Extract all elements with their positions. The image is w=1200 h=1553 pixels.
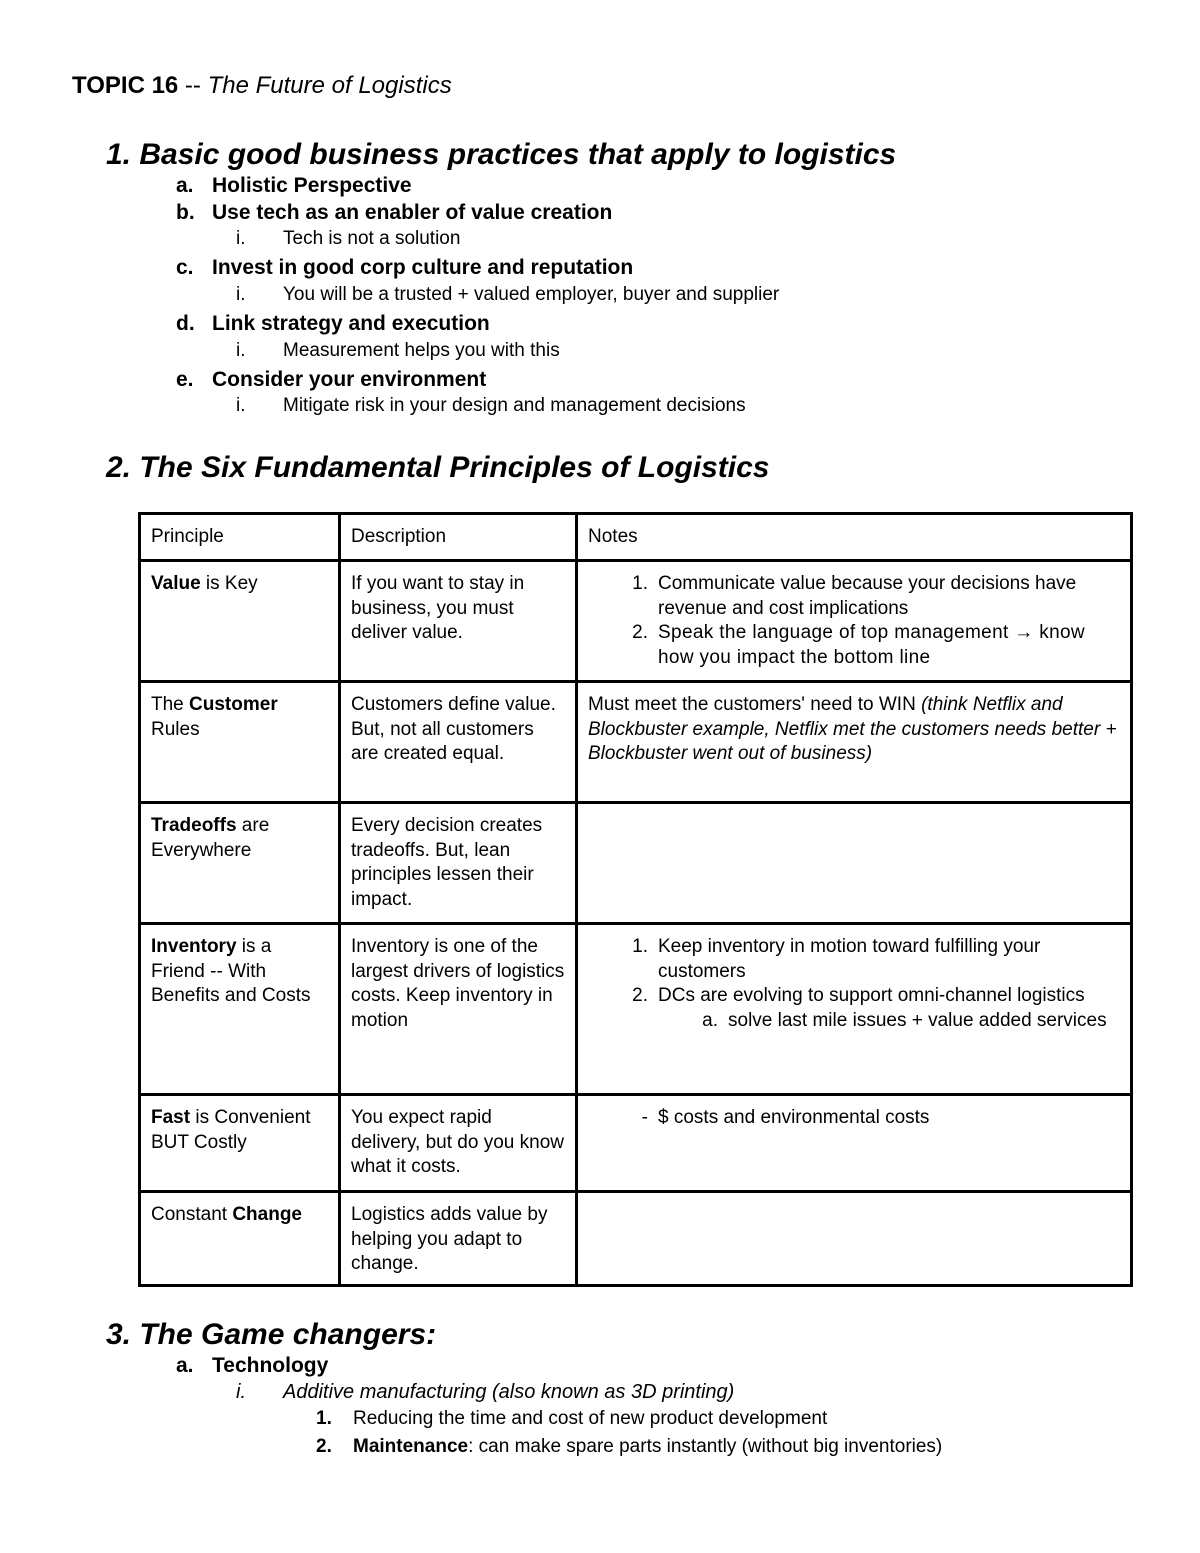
header-description: Description (340, 514, 577, 561)
section3-sub-i (236, 1381, 734, 1404)
item-text: Consider your environment (212, 368, 487, 391)
sub-text: You will be a trusted + valued employer, buyer and supplier (283, 284, 780, 305)
item-marker: a. (176, 174, 194, 197)
principle-cell: Inventory is a Friend -- With Benefits and Costs (140, 924, 340, 1095)
section1-item-a (176, 174, 412, 198)
topic-label: TOPIC 16 (72, 72, 179, 99)
topic-title: The Future of Logistics (207, 72, 452, 99)
principle-keyword: Tradeoffs (151, 815, 237, 836)
number-marker: 2. (316, 1436, 332, 1457)
item-text: Link strategy and execution (212, 312, 490, 335)
table-row (140, 682, 1132, 803)
section1-item-b-sub (236, 228, 460, 250)
section3-numbered-2 (316, 1436, 942, 1458)
sub-note-item: a. solve last mile issues + value added services (702, 1009, 1107, 1031)
header-notes: Notes (577, 514, 1132, 561)
section3-numbered-1 (316, 1408, 827, 1430)
sub-marker: i. (236, 1381, 246, 1403)
numbered-text: Reducing the time and cost of new product development (353, 1408, 828, 1429)
section3-heading: 3. The Game changers: (106, 1318, 437, 1351)
number-marker: 1. (316, 1408, 332, 1429)
notes-cell: Must meet the customers' need to WIN (think Netflix and Blockbuster example, Netflix met the customers needs better + Blockbuster went out of business) (577, 682, 1132, 803)
principle-cell: Fast is Convenient BUT Costly (140, 1095, 340, 1192)
sub-text: Tech is not a solution (283, 228, 461, 249)
principle-keyword: Fast (151, 1107, 191, 1128)
table-header-row (140, 514, 1132, 561)
principle-cell: Tradeoffs are Everywhere (140, 803, 340, 924)
section3-item-a (176, 1354, 328, 1378)
principle-keyword: Customer (189, 694, 278, 715)
sub-text: Measurement helps you with this (283, 340, 560, 361)
item-text: Invest in good corp culture and reputation (212, 256, 634, 279)
principle-cell: The Customer Rules (140, 682, 340, 803)
description-cell: If you want to stay in business, you must deliver value. (340, 561, 577, 682)
sub-marker: i. (236, 228, 246, 249)
section1-item-c-sub (236, 284, 779, 306)
section1-item-d (176, 312, 490, 336)
topic-separator: -- (178, 72, 208, 99)
table-row (140, 1095, 1132, 1192)
principle-keyword: Inventory (151, 936, 237, 957)
note-item: 2. Speak the language of top management → know how you impact the bottom line (632, 622, 1085, 668)
note-item: 1. Communicate value because your decisions have revenue and cost implications (632, 573, 1077, 619)
table-row (140, 803, 1132, 924)
notes-cell (577, 1095, 1132, 1192)
principles-table (138, 512, 1133, 1287)
table-row (140, 1192, 1132, 1286)
section1-item-d-sub (236, 340, 560, 362)
notes-cell (577, 803, 1132, 924)
note-item: 1. Keep inventory in motion toward fulfilling your customers (632, 936, 1041, 982)
sub-text: Mitigate risk in your design and management decisions (283, 395, 746, 416)
principle-keyword: Change (232, 1204, 303, 1225)
numbered-keyword: Maintenance (353, 1436, 469, 1457)
section1-item-c (176, 256, 633, 280)
item-marker: a. (176, 1354, 194, 1377)
principle-cell: Value is Key (140, 561, 340, 682)
item-marker: b. (176, 201, 195, 224)
principle-keyword: Value (151, 573, 201, 594)
item-text: Holistic Perspective (212, 174, 412, 197)
description-cell: You expect rapid delivery, but do you know what it costs. (340, 1095, 577, 1192)
section1-item-b (176, 201, 612, 225)
sub-text: Additive manufacturing (also known as 3D printing) (283, 1381, 735, 1403)
item-text: Use tech as an enabler of value creation (212, 201, 613, 224)
notes-cell (577, 1192, 1132, 1286)
section1-item-e (176, 368, 486, 392)
description-cell: Logistics adds value by helping you adapt to change. (340, 1192, 577, 1286)
header-principle: Principle (140, 514, 340, 561)
sub-marker: i. (236, 395, 246, 416)
item-marker: e. (176, 368, 194, 391)
note-item: - $ costs and environmental costs (641, 1107, 930, 1128)
table-row (140, 924, 1132, 1095)
principle-cell: Constant Change (140, 1192, 340, 1286)
notes-cell (577, 561, 1132, 682)
sub-marker: i. (236, 340, 246, 361)
item-marker: c. (176, 256, 194, 279)
sub-marker: i. (236, 284, 246, 305)
description-cell: Every decision creates tradeoffs. But, lean principles lessen their impact. (340, 803, 577, 924)
item-marker: d. (176, 312, 195, 335)
item-text: Technology (212, 1354, 329, 1377)
numbered-text: : can make spare parts instantly (without big inventories) (468, 1436, 943, 1457)
table-row (140, 561, 1132, 682)
description-cell: Inventory is one of the largest drivers of logistics costs. Keep inventory in motion (340, 924, 577, 1095)
page-title (72, 72, 452, 100)
note-item: 2. DCs are evolving to support omni-channel logistics (632, 985, 1085, 1006)
section2-heading: 2. The Six Fundamental Principles of Logistics (106, 451, 770, 484)
description-cell: Customers define value. But, not all customers are created equal. (340, 682, 577, 803)
section1-heading: 1. Basic good business practices that apply to logistics (106, 138, 897, 171)
section1-item-e-sub (236, 395, 746, 417)
notes-cell (577, 924, 1132, 1095)
